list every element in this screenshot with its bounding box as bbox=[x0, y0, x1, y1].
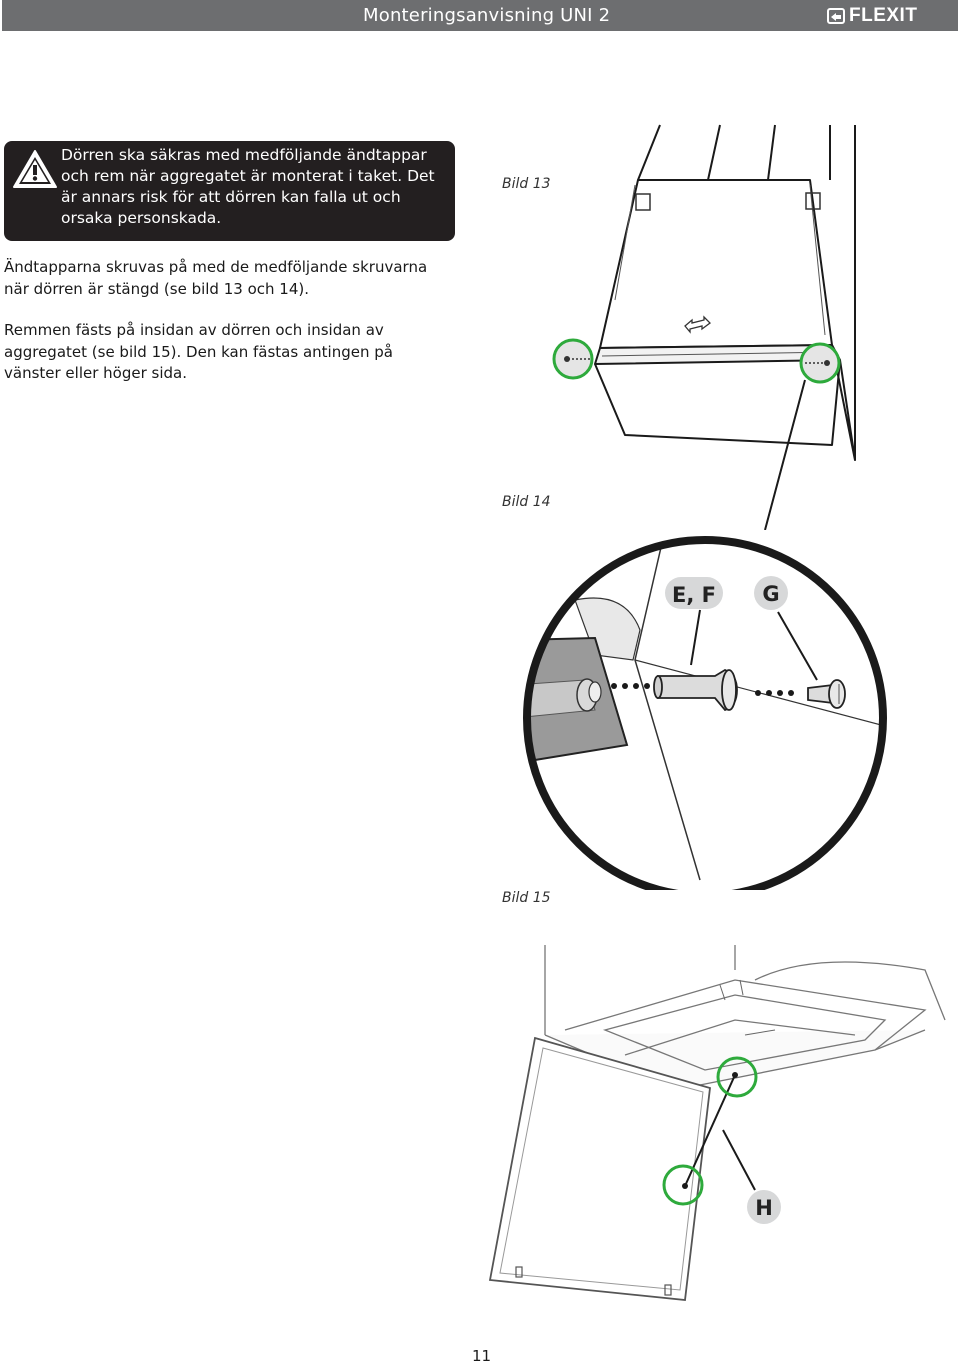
label-h: H bbox=[755, 1196, 773, 1220]
figure-13-illustration bbox=[540, 120, 860, 530]
warning-triangle-icon bbox=[12, 149, 58, 189]
figure-15-caption: Bild 15 bbox=[502, 890, 551, 906]
label-ef: E, F bbox=[672, 583, 716, 607]
figure-14-illustration bbox=[515, 520, 900, 890]
flexit-logo bbox=[827, 6, 917, 26]
figure-14-caption: Bild 14 bbox=[502, 494, 551, 510]
label-g: G bbox=[762, 582, 780, 606]
warning-text: Dörren ska säkras med medföljande ändtappar och rem när aggregatet är monterat i taket. Det är annars risk för att dörren kan falla ut och orsaka personskada. bbox=[61, 146, 435, 227]
paragraph-end-pins: Ändtapparna skruvas på med de medföljande skruvarna när dörren är stängd (se bild 13 och 14). bbox=[4, 258, 428, 298]
document-title: Monteringsanvisning UNI 2 bbox=[363, 5, 611, 26]
page-header bbox=[2, 0, 958, 31]
flexit-mark-icon bbox=[827, 8, 845, 24]
page-number: 11 bbox=[472, 1347, 492, 1365]
warning-box bbox=[4, 141, 455, 241]
paragraph-strap: Remmen fästs på insidan av dörren och insidan av aggregatet (se bild 15). Den kan fästas antingen på vänster eller höger sida. bbox=[4, 321, 393, 382]
figure-15-illustration bbox=[485, 940, 955, 1310]
figure-13-caption: Bild 13 bbox=[502, 176, 551, 192]
logo-text: FLEXIT bbox=[849, 5, 918, 26]
